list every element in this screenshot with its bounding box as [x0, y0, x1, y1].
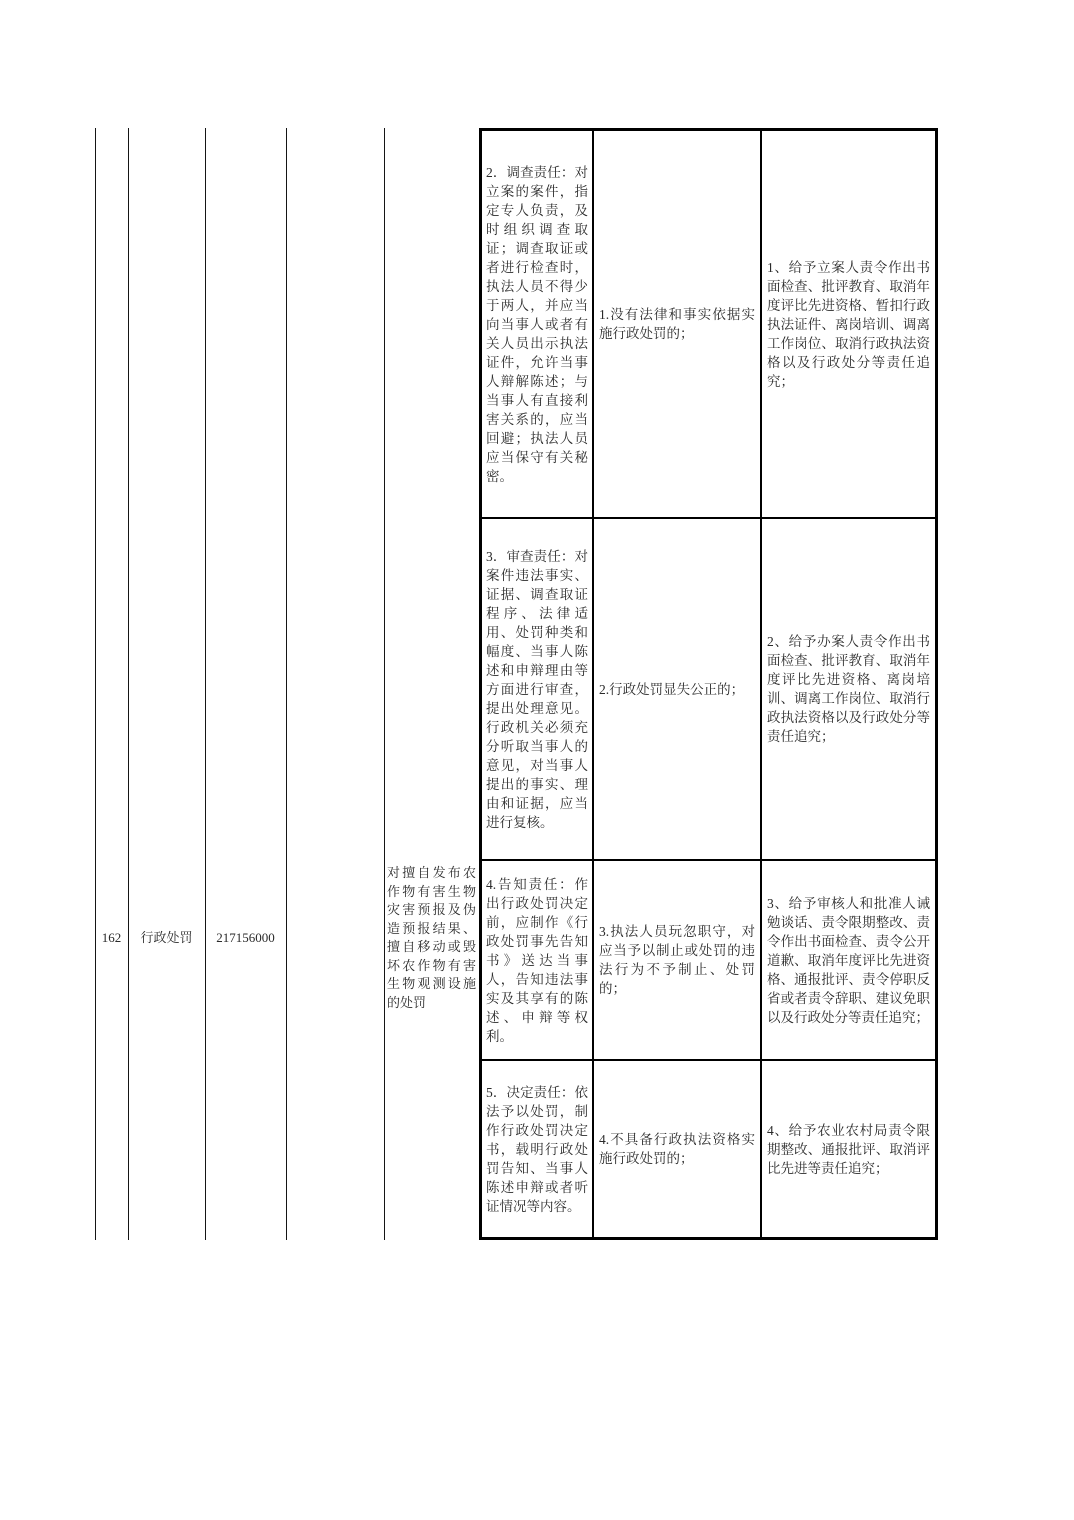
row-seq-number: 162 [101, 930, 122, 945]
accountability-measure-text: 3、给予审核人和批准人诫勉谈话、责令限期整改、责令作出书面检查、责令公开道歉、取消年度评比先进资格、通报批评、责令停职反省或者责令辞职、建议免职以及行政处分等责任追究； [767, 895, 930, 1025]
accountability-measure-cell [762, 861, 935, 1061]
violation-situation-cell [594, 1061, 762, 1237]
column-divider [205, 128, 206, 1240]
responsibility-matrix [479, 128, 938, 1240]
column-divider [128, 128, 129, 1240]
violation-situation-text: 4.不具备行政执法资格实施行政处罚的； [599, 1132, 755, 1166]
violation-situation-text: 1.没有法律和事实依据实施行政处罚的； [599, 307, 755, 341]
duty-step-text: 5．决定责任：依法予以处罚，制作行政处罚决定书，载明行政处罚告知、当事人陈述申辩或者听证情况等内容。 [486, 1084, 588, 1214]
duty-step-cell [482, 1061, 594, 1237]
column-divider [95, 128, 96, 1240]
duty-step-text: 2．调查责任：对立案的案件，指定专人负责，及时组织调查取证；调查取证或者进行检查时，执法人员不得少于两人，并应当向当事人或者有关人员出示执法证件，允许当事人辩解陈述；与当事人有直接利害关系的，应当回避；执法人员应当保守有关秘密。 [486, 164, 588, 484]
violation-situation-text: 3.执法人员玩忽职守，对应当予以制止或处罚的违法行为不予制止、处罚的； [599, 924, 755, 996]
violation-situation-cell [594, 131, 762, 519]
duty-step-text: 3．审查责任：对案件违法事实、证据、调查取证程序、法律适用、处罚种类和幅度、当事人陈述和申辩理由等方面进行审查，提出处理意见。行政机关必须充分听取当事人的意见，对当事人提出的事实、理由和证据，应当进行复核。 [486, 548, 588, 830]
accountability-measure-cell [762, 519, 935, 861]
power-responsibility-table [95, 128, 938, 1240]
power-item-name: 对擅自发布农作物有害生物灾害预报及伪造预报结果、擅自移动或毁坏农作物有害生物观测设施的处罚 [387, 865, 476, 1010]
violation-situation-cell [594, 519, 762, 861]
violation-situation-cell [594, 861, 762, 1061]
accountability-measure-text: 2、给予办案人责令作出书面检查、批评教育、取消年度评比先进资格、离岗培训、调离工作岗位、取消行政执法资格以及行政处分等责任追究； [767, 634, 930, 744]
accountability-measure-cell [762, 131, 935, 519]
accountability-measure-text: 4、给予农业农村局责令限期整改、通报批评、取消评比先进等责任追究； [767, 1122, 930, 1176]
accountability-measure-text: 1、给予立案人责令作出书面检查、批评教育、取消年度评比先进资格、暂扣行政执法证件、离岗培训、调离工作岗位、取消行政执法资格以及行政处分等责任追究； [767, 259, 930, 389]
column-divider [286, 128, 287, 1240]
duty-step-cell [482, 519, 594, 861]
accountability-measure-cell [762, 1061, 935, 1237]
violation-situation-text: 2.行政处罚显失公正的； [599, 681, 745, 697]
duty-step-cell [482, 861, 594, 1061]
power-code: 217156000 [216, 930, 275, 945]
duty-step-cell [482, 131, 594, 519]
power-category: 行政处罚 [140, 930, 193, 945]
column-divider [384, 128, 385, 1240]
duty-step-text: 4.告知责任：作出行政处罚决定前，应制作《行政处罚事先告知书》送达当事人，告知违法事实及其享有的陈述、申辩等权利。 [486, 876, 588, 1044]
